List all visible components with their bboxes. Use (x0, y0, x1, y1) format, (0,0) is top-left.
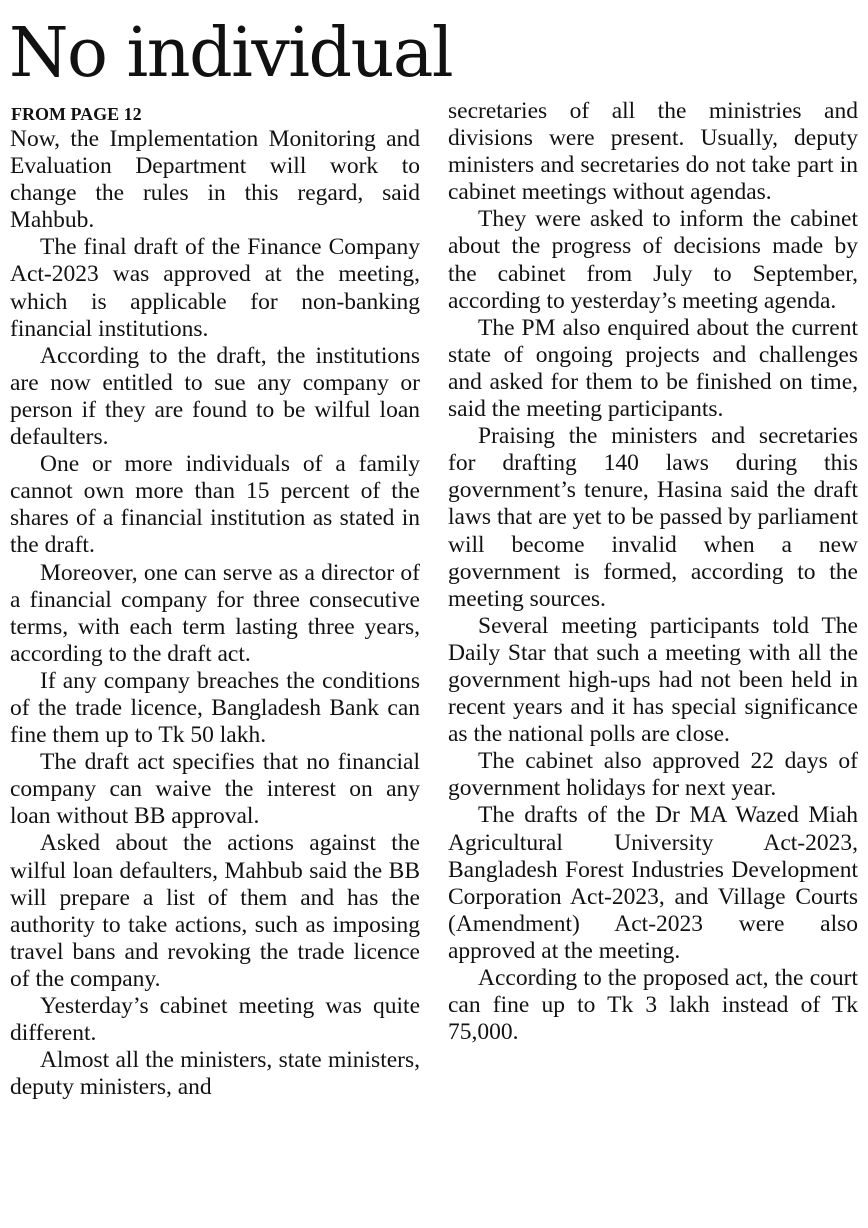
paragraph: Yesterday’s cabinet meeting was quite different. (10, 993, 420, 1047)
paragraph: The cabinet also approved 22 days of government holidays for next year. (448, 748, 858, 802)
paragraph: The drafts of the Dr MA Wazed Miah Agricultural University Act-2023, Bangladesh Forest Industries Development Corporation Act-2023, and Village Courts (Amendment) Act-2023 were also approved at the meeting. (448, 802, 858, 964)
paragraph: Several meeting participants told The Daily Star that such a meeting with all the government high-ups had not been held in recent years and it has special significance as the national polls are close. (448, 612, 858, 748)
paragraph: The final draft of the Finance Company Act-2023 was approved at the meeting, which is applicable for non-banking financial institutions. (10, 234, 420, 342)
paragraph: According to the draft, the institutions are now entitled to sue any company or person if they are found to be wilful loan defaulters. (10, 342, 420, 451)
article-column-right (448, 98, 858, 1046)
paragraph: According to the proposed act, the court can fine up to Tk 3 lakh instead of Tk 75,000. (448, 965, 858, 1046)
paragraph: They were asked to inform the cabinet about the progress of decisions made by the cabinet from July to September, according to yesterday’s meeting agenda. (448, 206, 858, 314)
paragraph: One or more individuals of a family cannot own more than 15 percent of the shares of a financial institution as stated in the draft. (10, 451, 420, 559)
paragraph: Almost all the ministers, state ministers, deputy ministers, and (10, 1047, 420, 1101)
paragraph: The PM also enquired about the current state of ongoing projects and challenges and asked for them to be finished on time, said the meeting participants. (448, 314, 858, 423)
continuation-kicker: FROM PAGE 12 (11, 104, 142, 124)
paragraph: Praising the ministers and secretaries for drafting 140 laws during this government’s tenure, Hasina said the draft laws that are yet to be passed by parliament will become invalid when a new government is formed, according to the meeting sources. (448, 423, 858, 612)
paragraph: Now, the Implementation Monitoring and Evaluation Department will work to change the rules in this regard, said Mahbub. (10, 126, 420, 234)
paragraph: The draft act specifies that no financial company can waive the interest on any loan without BB approval. (10, 749, 420, 830)
paragraph: secretaries of all the ministries and divisions were present. Usually, deputy ministers and secretaries do not take part in cabinet meetings without agendas. (448, 98, 858, 206)
paragraph: Moreover, one can serve as a director of a financial company for three consecutive terms, with each term lasting three years, according to the draft act. (10, 559, 420, 667)
article-column-left (10, 126, 420, 1101)
paragraph: If any company breaches the conditions of the trade licence, Bangladesh Bank can fine them up to Tk 50 lakh. (10, 667, 420, 749)
paragraph: Asked about the actions against the wilful loan defaulters, Mahbub said the BB will prepare a list of them and has the authority to take actions, such as imposing travel bans and revoking the trade licence of the company. (10, 830, 420, 992)
headline: No individual (9, 14, 453, 93)
